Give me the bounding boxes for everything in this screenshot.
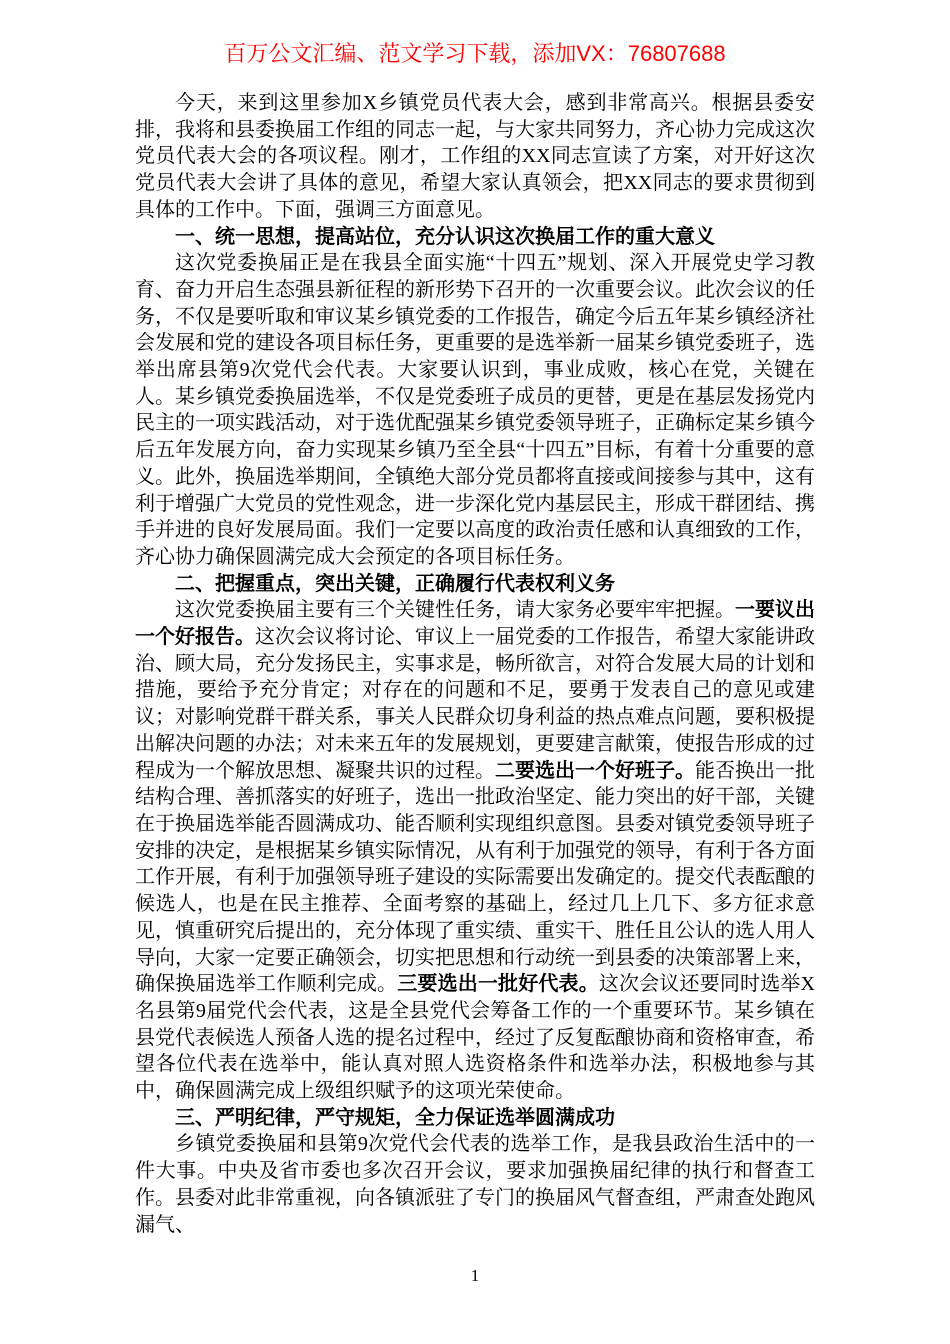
header-notice: 百万公文汇编、范文学习下载，添加VX：76807688 [224,41,726,66]
section-1-paragraph: 这次党委换届正是在我县全面实施“十四五”规划、深入开展党史学习教育、奋力开启生态强县新征程的新形势下召开的一次重要会议。此次会议的任务，不仅是要听取和审议某乡镇党委的工作报告，确定今后五年某乡镇经济社会发展和党的建设各项目标任务，更重要的是选举新一届某乡镇党委班子，选举出席县第9次党代会代表。大家要认识到，事业成败，核心在党，关键在人。某乡镇党委换届选举，不仅是党委班子成员的更替，更是在基层发扬党内民主的一项实践活动，对于选优配强某乡镇党委领导班子，正确标定某乡镇今后五年发展方向，奋力实现某乡镇乃至全县“十四五”目标，有着十分重要的意义。此外，换届选举期间，全镇绝大部分党员都将直接或间接参与其中，这有利于增强广大党员的党性观念，进一步深化党内基层民主，形成干群团结、携手并进的良好发展局面。我们一定要以高度的政治责任感和认真细致的工作，齐心协力确保圆满完成大会预定的各项目标任务。 [135,252,815,568]
section-3-paragraph: 乡镇党委换届和县第9次党代会代表的选举工作，是我县政治生活中的一件大事。中央及省市委也多次召开会议，要求加强换届纪律的执行和督查工作。县委对此非常重视，向各镇派驻了专门的换届风气督查组，严肃查处跑风漏气、 [135,1133,815,1236]
text-segment: 这次会议还要同时选举X名县第9届党代会代表，这是全县党代会筹备工作的一个重要环节。某乡镇在县党代表候选人预备人选的提名过程中，经过了反复酝酿协商和资格审查，希望各位代表在选举中，能认真对照人选资格条件和选举办法，积极地参与其中，确保圆满完成上级组织赋予的这项光荣使命。 [135,973,815,1103]
text-segment: 能否换出一批结构合理、善抓落实的好班子，选出一批政治坚定、能力突出的好干部，关键在于换届选举能否圆满成功、能否顺利实现组织意图。县委对镇党委领导班子安排的决定，是根据某乡镇实际情况，从有利于加强党的领导，有利于各方面工作开展，有利于加强领导班子建设的实际需要出发确定的。提交代表酝酿的候选人，也是在民主推荐、全面考察的基础上，经过几上几下、多方征求意见，慎重研究后提出的，充分体现了重实绩、重实干、胜任且公认的选人用人导向，大家一定要正确领会，切实把思想和行动统一到县委的决策部署上来，确保换届选举工作顺利完成。 [135,759,815,996]
text-segment: 这次党委换届主要有三个关键性任务，请大家务必要牢牢把握。 [175,599,735,622]
page-number: 1 [470,1266,480,1285]
section-2-paragraph [135,597,815,1104]
document-body [135,90,815,1238]
text-segment-emphasis-report: 一要议出一个好报告。 [135,599,815,649]
section-1-heading: 一、统一思想，提高站位，充分认识这次换届工作的重大意义 [175,225,715,248]
text-segment: 这次会议将讨论、审议上一届党委的工作报告，希望大家能讲政治、顾大局，充分发扬民主，实事求是，畅所欲言，对符合发展大局的计划和措施，要给予充分肯定；对存在的问题和不足，要勇于发表自己的意见或建议；对影响党群干群关系，事关人民群众切身利益的热点难点问题，要积极提出解决问题的办法；对未来五年的发展规划，更要建言献策，使报告形成的过程成为一个解放思想、凝聚共识的过程。 [135,626,815,782]
text-segment-emphasis-team: 二要选出一个好班子。 [495,759,695,782]
section-2-heading: 二、把握重点，突出关键，正确履行代表权利义务 [175,572,615,595]
text-segment-emphasis-delegates: 三要选出一批好代表。 [397,973,599,996]
intro-paragraph: 今天，来到这里参加X乡镇党员代表大会，感到非常高兴。根据县委安排，我将和县委换届工作组的同志一起，与大家共同努力，齐心协力完成这次党员代表大会的各项议程。刚才，工作组的XX同志宣读了方案，对开好这次党员代表大会讲了具体的意见，希望大家认真领会，把XX同志的要求贯彻到具体的工作中。下面，强调三方面意见。 [135,92,815,221]
section-3-heading: 三、严明纪律，严守规矩，全力保证选举圆满成功 [175,1106,615,1129]
